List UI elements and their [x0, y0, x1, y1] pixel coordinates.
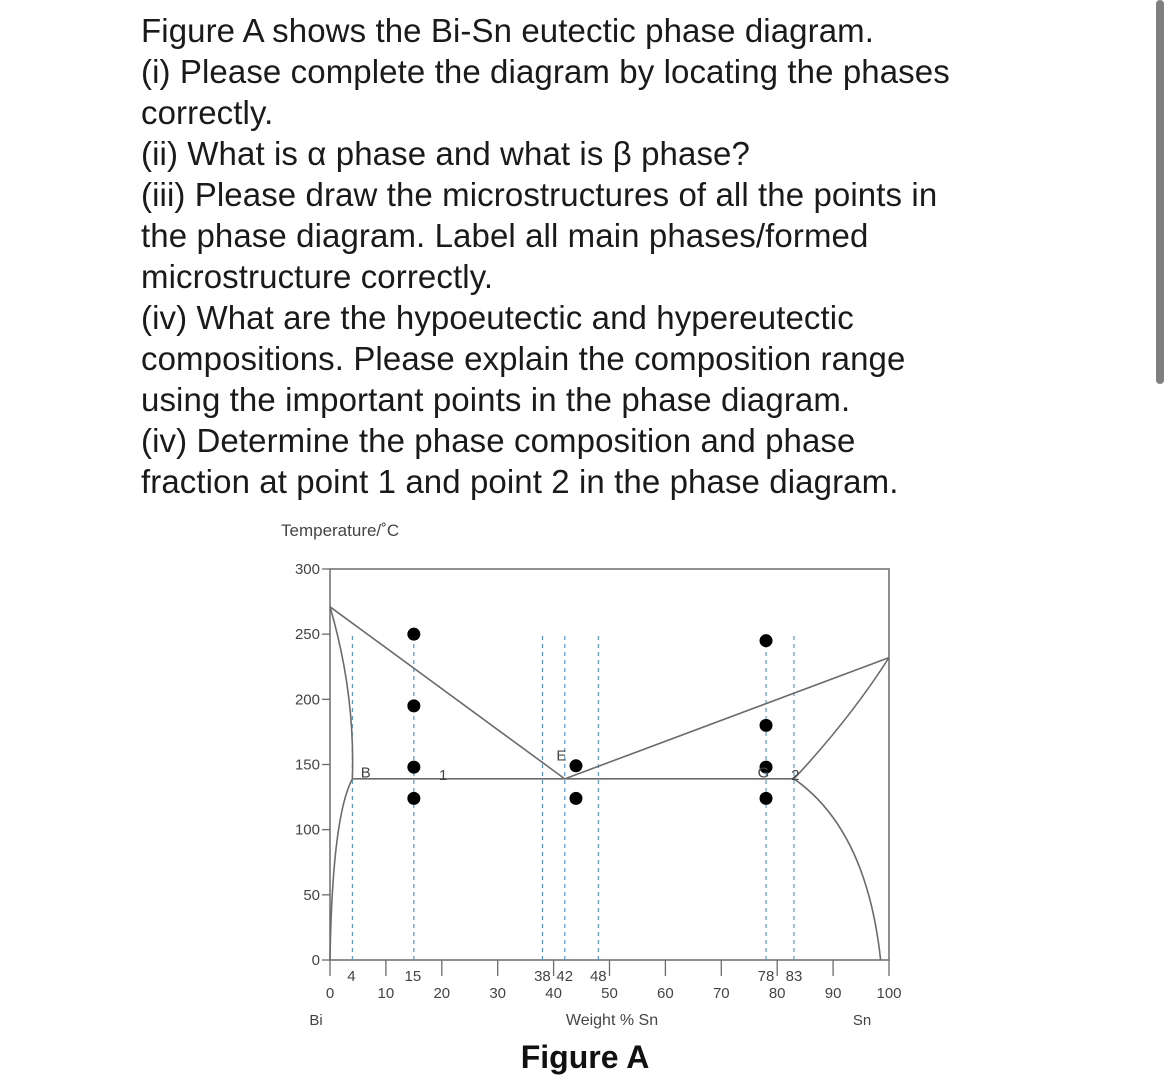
- left-element-label: Bi: [309, 1012, 323, 1029]
- x-tick-label: 20: [433, 985, 451, 1002]
- question-line: (i) Please complete the diagram by locating the phases: [141, 53, 950, 90]
- state-point-marker: [569, 759, 582, 772]
- point-label: G: [757, 764, 770, 782]
- figure-caption: Figure A: [520, 1039, 650, 1075]
- state-point-marker: [407, 792, 420, 805]
- x-tick-label: 60: [657, 985, 674, 1002]
- question-line: (iv) What are the hypoeutectic and hypereutectic: [141, 299, 854, 336]
- point-label: 1: [439, 767, 448, 785]
- state-point-marker: [760, 719, 773, 732]
- x-tick-label: 30: [489, 985, 507, 1002]
- question-line: Figure A shows the Bi-Sn eutectic phase diagram.: [141, 12, 875, 49]
- special-tick-label: 42: [556, 968, 574, 985]
- question-line: microstructure correctly.: [141, 258, 494, 295]
- x-tick-label: 90: [824, 985, 842, 1002]
- x-axis-ticks: [326, 960, 902, 1002]
- state-point-marker: [569, 792, 582, 805]
- question-line: compositions. Please explain the composition range: [141, 340, 906, 377]
- x-tick-label: 0: [325, 985, 335, 1002]
- question-line: (iv) Determine the phase composition and phase: [141, 422, 856, 459]
- question-line: using the important points in the phase diagram.: [141, 381, 851, 418]
- solidus-left-curve: [330, 607, 353, 779]
- x-tick-label: 10: [377, 985, 395, 1002]
- special-tick-label: 78: [757, 968, 775, 985]
- special-tick-label: 83: [785, 968, 803, 985]
- question-line: (iii) Please draw the microstructures of all the points in: [141, 176, 938, 213]
- state-point-marker: [407, 761, 420, 774]
- state-point-marker: [407, 699, 420, 712]
- point-label: 2: [791, 767, 800, 785]
- x-axis-label: Weight % Sn: [565, 1012, 659, 1029]
- state-point-marker: [407, 628, 420, 641]
- y-axis-label: Temperature/˚C: [281, 521, 400, 540]
- state-point-marker: [760, 634, 773, 647]
- y-tick-label: 250: [294, 626, 320, 644]
- y-axis-ticks: [295, 561, 330, 969]
- y-tick-label: 150: [294, 756, 320, 774]
- x-tick-label: 70: [712, 985, 730, 1002]
- liquidus-left-line: [330, 607, 565, 779]
- question-line: fraction at point 1 and point 2 in the phase diagram.: [141, 463, 899, 500]
- point-label: E: [556, 747, 567, 765]
- y-tick-label: 50: [303, 886, 320, 904]
- solvus-left-curve: [330, 779, 352, 960]
- x-tick-label: 50: [601, 985, 618, 1002]
- question-line: correctly.: [141, 94, 274, 131]
- x-tick-label: 40: [545, 985, 562, 1002]
- special-tick-label: 48: [589, 968, 607, 985]
- y-tick-label: 300: [294, 561, 320, 578]
- solvus-right-curve: [794, 779, 881, 960]
- liquidus-right-line: [565, 658, 889, 779]
- question-line: the phase diagram. Label all main phases/formed: [141, 217, 869, 254]
- question-line: (ii) What is α phase and what is β phase?: [141, 135, 750, 172]
- x-tick-label: 100: [876, 985, 902, 1002]
- right-element-label: Sn: [852, 1012, 872, 1029]
- special-tick-label: 38: [534, 968, 551, 985]
- point-label: B: [360, 764, 371, 782]
- state-point-marker: [760, 792, 773, 805]
- x-tick-label: 80: [768, 985, 786, 1002]
- y-tick-label: 200: [294, 691, 320, 709]
- special-tick-label: 15: [404, 968, 422, 985]
- y-tick-label: 0: [311, 952, 320, 969]
- y-tick-label: 100: [294, 821, 320, 839]
- special-tick-label: 4: [347, 968, 356, 985]
